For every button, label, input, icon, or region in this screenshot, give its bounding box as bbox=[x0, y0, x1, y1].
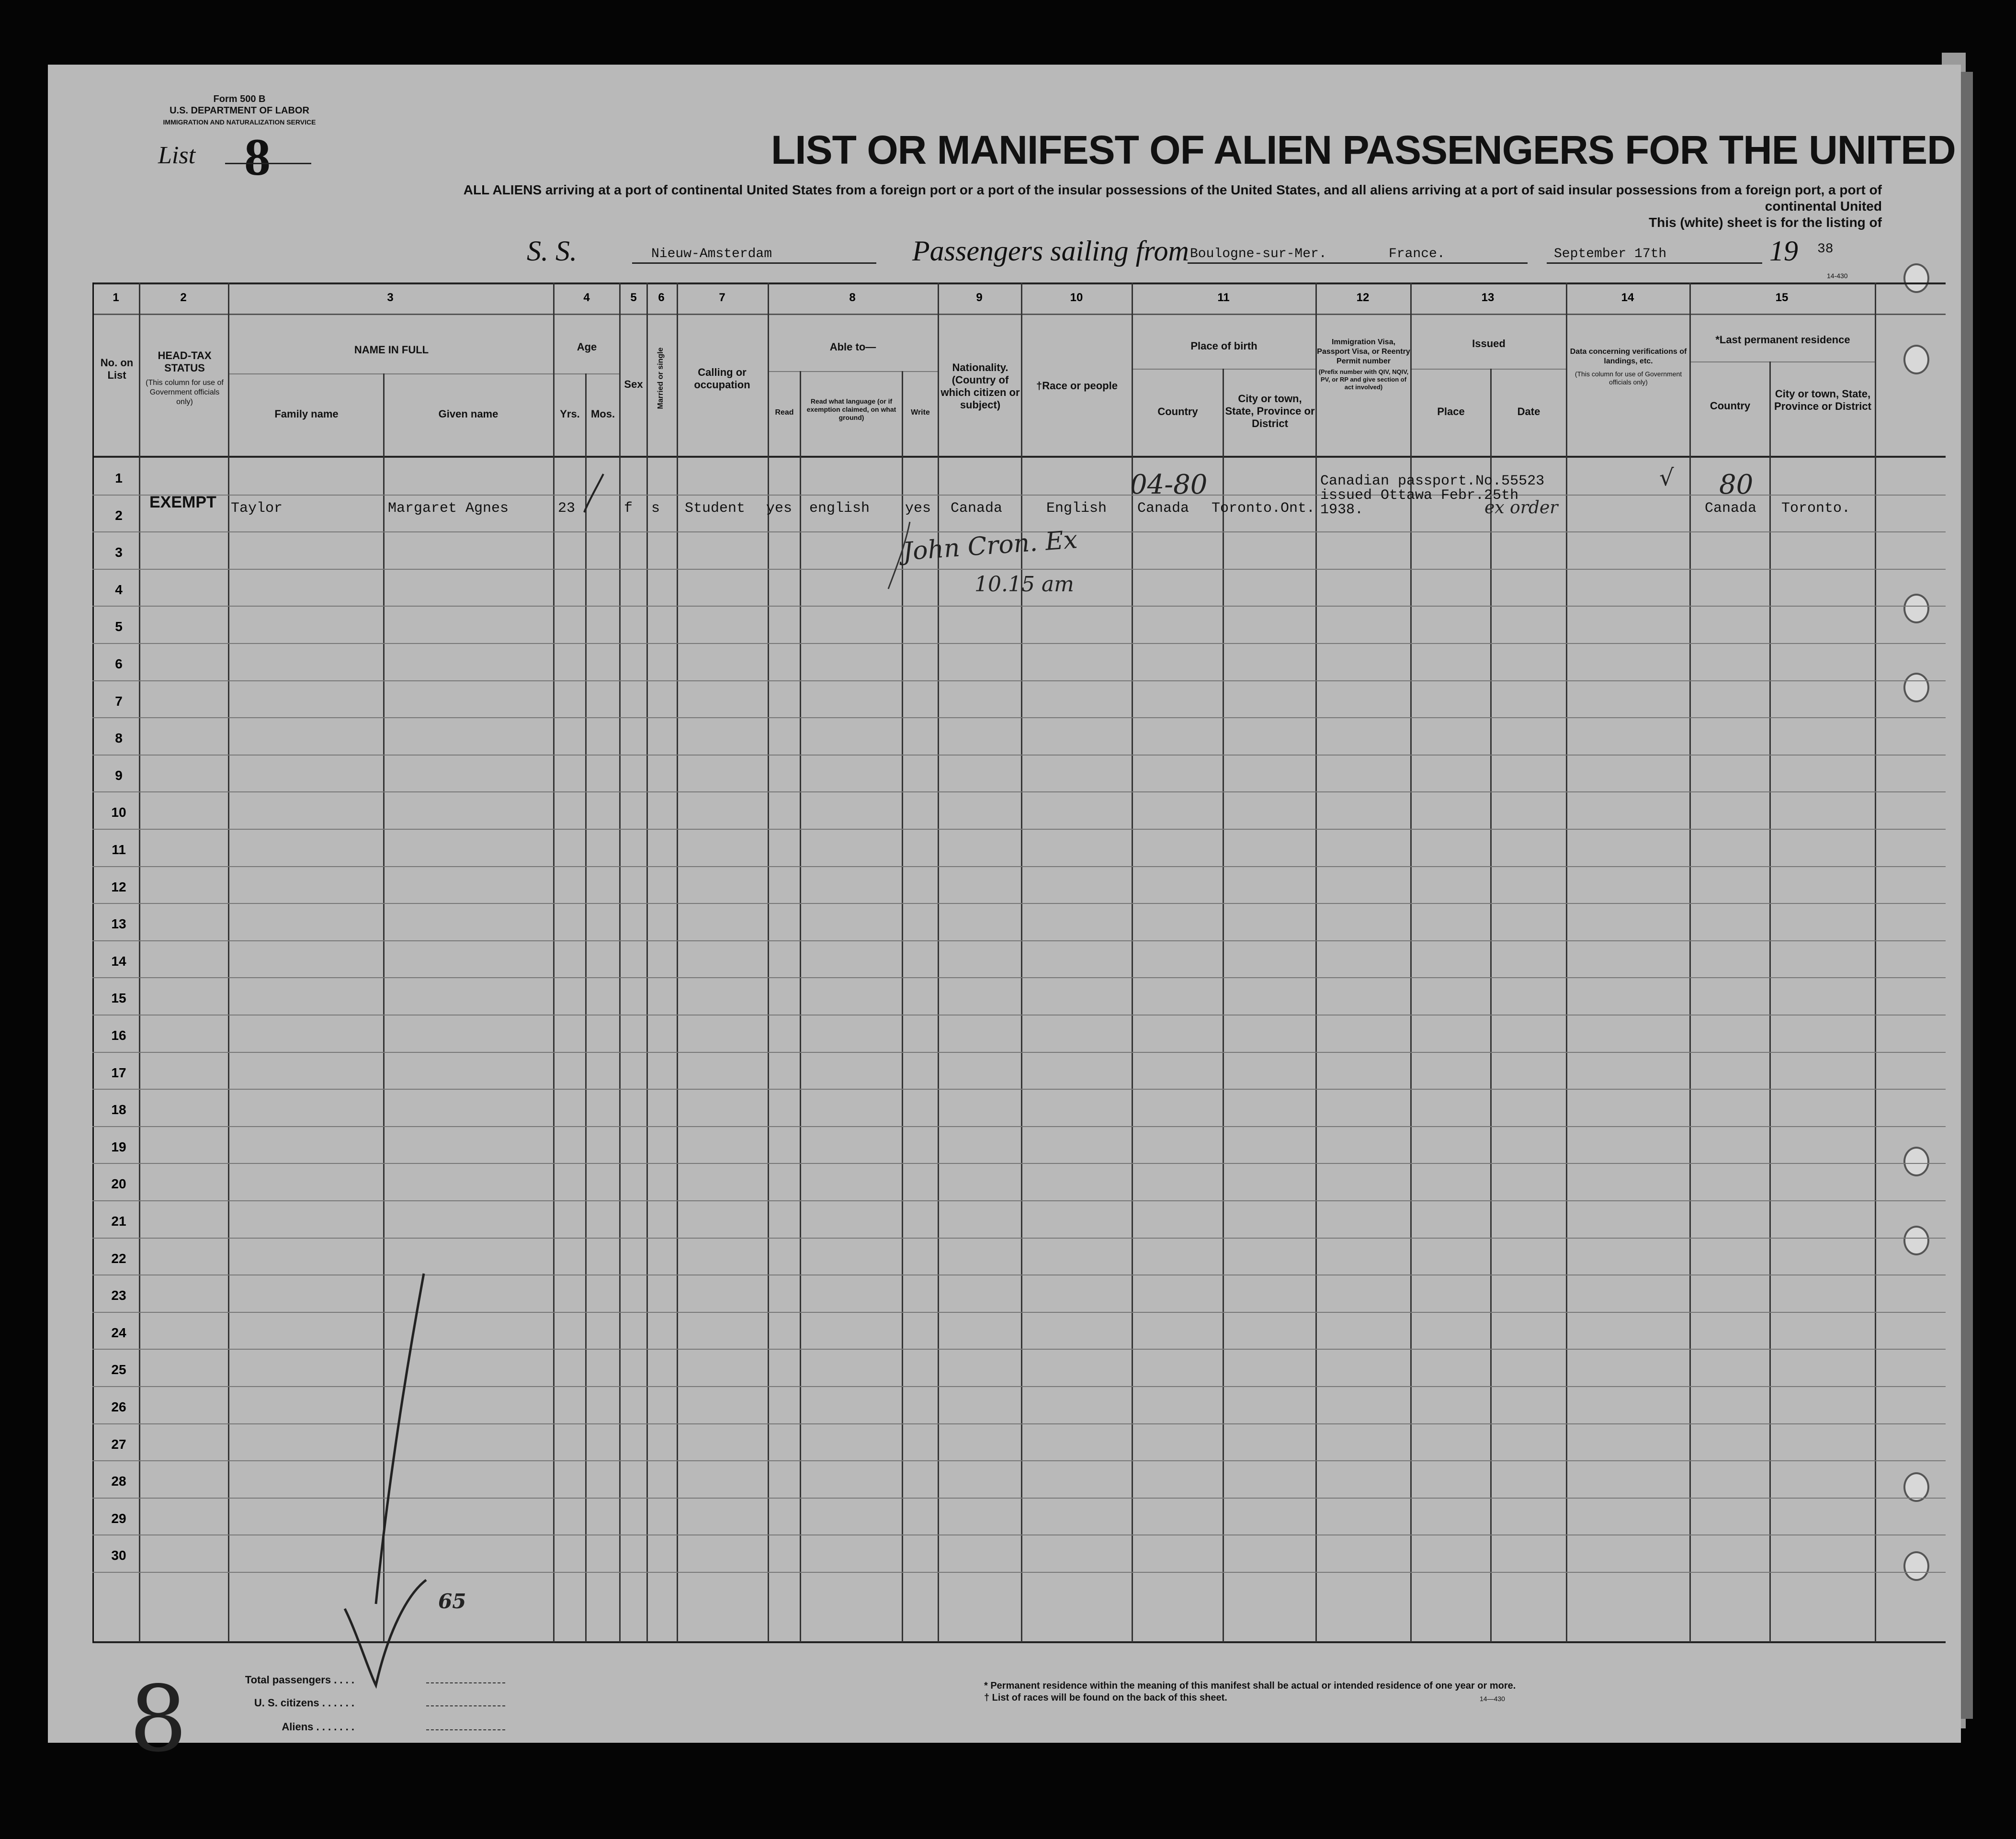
sheet-form-code: 14-430 bbox=[1827, 272, 1848, 280]
row-number: 17 bbox=[111, 1065, 126, 1080]
passport-line-3: 1938. bbox=[1320, 502, 1364, 518]
nationality: Canada bbox=[951, 500, 1003, 517]
row-number: 23 bbox=[111, 1288, 126, 1303]
row-number: 2 bbox=[115, 508, 123, 523]
column-number: 8 bbox=[849, 291, 856, 304]
ship-underline bbox=[632, 262, 876, 264]
ship-name: Nieuw-Amsterdam bbox=[651, 247, 772, 261]
col-rule bbox=[800, 371, 801, 1642]
header-visa-note: (Prefix number with QIV, NQIV, PV, or RP and give section of act involved) bbox=[1318, 368, 1409, 391]
header-read-language: Read what language (or if exemption claimed, on what ground) bbox=[806, 397, 896, 421]
list-number: 8 bbox=[244, 128, 271, 186]
binder-hole bbox=[1903, 263, 1929, 293]
header-age: Age bbox=[577, 341, 597, 353]
header-issued-place: Place bbox=[1437, 406, 1465, 417]
header-name-in-full: NAME IN FULL bbox=[354, 344, 429, 356]
col-rule bbox=[139, 282, 140, 1642]
header-residence-country: Country bbox=[1710, 400, 1751, 412]
age-sub-rule bbox=[553, 373, 620, 374]
family-name: Taylor bbox=[231, 500, 283, 517]
row-rule bbox=[92, 569, 1946, 570]
intro-line-2: This (white) sheet is for the listing of bbox=[1649, 215, 1882, 230]
handwritten-ex-order: ex order bbox=[1484, 498, 1558, 518]
occupation: Student bbox=[685, 500, 746, 517]
total-passengers-line bbox=[426, 1682, 505, 1683]
binder-hole bbox=[1903, 345, 1929, 374]
head-tax-status: EXEMPT bbox=[149, 493, 216, 511]
header-age-mos: Mos. bbox=[590, 408, 615, 420]
row-number: 5 bbox=[115, 619, 123, 634]
binder-hole bbox=[1903, 673, 1929, 702]
row-number: 25 bbox=[111, 1362, 126, 1377]
col-rule bbox=[1566, 282, 1567, 1642]
col-rule bbox=[1021, 282, 1022, 1642]
row-number: 7 bbox=[115, 694, 123, 709]
column-number: 1 bbox=[113, 291, 119, 304]
header-issued: Issued bbox=[1472, 338, 1506, 350]
row-number: 10 bbox=[111, 805, 126, 820]
header-read: Read bbox=[775, 408, 794, 417]
row-number: 22 bbox=[111, 1251, 126, 1266]
residence-sub-rule bbox=[1690, 361, 1875, 362]
col-rule bbox=[1315, 282, 1317, 1642]
row-number: 4 bbox=[115, 582, 123, 597]
us-citizens-label: U. S. citizens . . . . . . bbox=[254, 1697, 354, 1709]
row-rule bbox=[92, 680, 1946, 681]
col-rule bbox=[619, 282, 621, 1642]
column-number: 11 bbox=[1217, 291, 1230, 304]
handwritten-signature: John Cron. Ex bbox=[902, 525, 1079, 566]
header-visa-label: Immigration Visa, Passport Visa, or Reentry Permit number bbox=[1317, 338, 1410, 365]
marital-status: s bbox=[651, 500, 660, 517]
header-residence-city: City or town, State, Province or District bbox=[1774, 388, 1871, 412]
header-landings bbox=[1567, 347, 1689, 386]
row-rule bbox=[92, 1238, 1946, 1239]
handwritten-residence-code: 80 bbox=[1719, 469, 1754, 500]
col-rule bbox=[553, 282, 555, 1642]
row-rule bbox=[92, 866, 1946, 867]
col-rule bbox=[768, 282, 769, 1642]
header-head-tax-note: (This column for use of Government officials only) bbox=[146, 379, 224, 406]
column-number: 3 bbox=[387, 291, 394, 304]
col-rule bbox=[1875, 282, 1876, 1642]
col-rule bbox=[677, 282, 678, 1642]
header-head-tax-label: HEAD-TAX STATUS bbox=[158, 350, 212, 374]
header-bottom-rule bbox=[92, 456, 1946, 458]
year-suffix: 38 bbox=[1817, 242, 1834, 257]
departure-port: Boulogne-sur-Mer. bbox=[1190, 247, 1327, 261]
can-read: yes bbox=[766, 500, 793, 517]
col-rule bbox=[1223, 369, 1224, 1642]
form-identifier bbox=[144, 93, 335, 128]
column-number: 4 bbox=[583, 291, 590, 304]
header-issued-date: Date bbox=[1517, 406, 1540, 417]
row-rule bbox=[92, 717, 1946, 718]
sailing-label: Passengers sailing from bbox=[912, 235, 1189, 267]
col-rule bbox=[1689, 282, 1691, 1642]
row-rule bbox=[92, 755, 1946, 756]
given-name: Margaret Agnes bbox=[388, 500, 509, 517]
total-passengers-label: Total passengers . . . . bbox=[245, 1674, 354, 1686]
can-write: yes bbox=[905, 500, 931, 517]
header-sex: Sex bbox=[624, 378, 643, 390]
handwritten-margin-number: 8 bbox=[129, 1666, 187, 1772]
row-number: 12 bbox=[111, 880, 126, 894]
us-citizens-text: U. S. citizens bbox=[254, 1697, 319, 1709]
row-number: 19 bbox=[111, 1140, 126, 1154]
row-number: 8 bbox=[115, 731, 123, 745]
header-birth-city: City or town, State, Province or District bbox=[1225, 393, 1315, 429]
total-passengers-text: Total passengers bbox=[245, 1674, 331, 1686]
birth-city: Toronto.Ont. bbox=[1212, 500, 1315, 517]
column-number: 6 bbox=[658, 291, 665, 304]
header-able-to: Able to— bbox=[829, 341, 876, 353]
row-number: 29 bbox=[111, 1511, 126, 1526]
row-rule bbox=[92, 1052, 1946, 1053]
row-rule bbox=[92, 829, 1946, 830]
row-rule bbox=[92, 643, 1946, 644]
header-last-residence: *Last permanent residence bbox=[1715, 334, 1850, 346]
table-top-rule bbox=[92, 282, 1946, 284]
residence-city: Toronto. bbox=[1781, 500, 1851, 517]
column-number: 13 bbox=[1481, 291, 1495, 304]
row-number: 24 bbox=[111, 1325, 126, 1340]
birth-country: Canada bbox=[1137, 500, 1189, 517]
read-language: english bbox=[809, 500, 870, 517]
list-underline bbox=[225, 163, 311, 164]
row-rule bbox=[92, 940, 1946, 941]
row-number: 13 bbox=[111, 916, 126, 931]
row-number: 30 bbox=[111, 1548, 126, 1563]
header-family-name: Family name bbox=[274, 408, 339, 420]
header-no-on-list: No. on List bbox=[100, 357, 134, 381]
handwritten-count: 65 bbox=[438, 1590, 466, 1613]
header-landings-label: Data concerning verifications of landings, etc. bbox=[1570, 348, 1687, 365]
port-underline bbox=[1188, 262, 1528, 264]
row-number: 21 bbox=[111, 1214, 126, 1229]
row-number: 28 bbox=[111, 1474, 126, 1489]
row-rule bbox=[92, 1126, 1946, 1127]
header-birth-country: Country bbox=[1157, 406, 1198, 417]
column-number: 10 bbox=[1070, 291, 1083, 304]
header-head-tax bbox=[143, 350, 227, 407]
intro-line-1: ALL ALIENS arriving at a port of continental United States from a foreign port or a port of the insular possessions of the United States, and all aliens arriving at a port of said insular possessions from a foreign port, a port of continental United bbox=[463, 182, 1882, 214]
col-rule bbox=[1769, 361, 1771, 1642]
header-write: Write bbox=[911, 408, 930, 417]
header-married: Married or single bbox=[657, 347, 665, 409]
row-rule bbox=[92, 606, 1946, 607]
page-edge-shadow bbox=[1961, 72, 1973, 1719]
column-number: 12 bbox=[1356, 291, 1370, 304]
col-rule bbox=[646, 282, 648, 1642]
column-number: 14 bbox=[1621, 291, 1634, 304]
row-rule bbox=[92, 495, 1946, 496]
service-name: IMMIGRATION AND NATURALIZATION SERVICE bbox=[163, 118, 316, 126]
row-number: 20 bbox=[111, 1176, 126, 1191]
list-label: List bbox=[158, 142, 196, 169]
footer-form-code: 14—430 bbox=[1480, 1695, 1505, 1703]
column-number: 7 bbox=[719, 291, 725, 304]
column-number: 2 bbox=[180, 291, 187, 304]
row-rule bbox=[92, 903, 1946, 904]
binder-hole bbox=[1903, 594, 1929, 623]
col-rule bbox=[585, 373, 587, 1642]
year-prefix: 19 bbox=[1769, 235, 1798, 267]
verification-check-mark: √ bbox=[1659, 464, 1674, 491]
binder-hole bbox=[1903, 1226, 1929, 1255]
race: English bbox=[1046, 500, 1107, 517]
row-rule bbox=[92, 977, 1946, 978]
hand-drawn-tally-mark bbox=[335, 1269, 479, 1700]
col-rule bbox=[92, 282, 94, 1642]
colnum-rule bbox=[92, 314, 1946, 315]
issued-sub-rule bbox=[1410, 369, 1566, 370]
col-rule bbox=[938, 282, 939, 1642]
row-number: 14 bbox=[111, 954, 126, 969]
column-number: 9 bbox=[976, 291, 983, 304]
sex: f bbox=[624, 500, 633, 517]
row-number: 27 bbox=[111, 1437, 126, 1452]
departure-date: September 17th bbox=[1554, 247, 1667, 261]
row-number: 3 bbox=[115, 545, 123, 560]
aliens-text: Aliens bbox=[282, 1721, 314, 1733]
header-place-of-birth: Place of birth bbox=[1190, 340, 1257, 352]
residence-country: Canada bbox=[1705, 500, 1757, 517]
header-age-yrs: Yrs. bbox=[560, 408, 580, 420]
col-rule bbox=[228, 282, 229, 1642]
us-citizens-line bbox=[426, 1705, 505, 1706]
row-rule bbox=[92, 791, 1946, 792]
passport-line-1: Canadian passport.No.55523 bbox=[1320, 473, 1545, 489]
column-number: 15 bbox=[1775, 291, 1789, 304]
row-rule bbox=[92, 1163, 1946, 1164]
footnote-races: † List of races will be found on the back of this sheet. bbox=[984, 1692, 1227, 1703]
col-rule bbox=[1490, 369, 1492, 1642]
row-number: 11 bbox=[112, 842, 126, 857]
department-name: U.S. DEPARTMENT OF LABOR bbox=[170, 105, 309, 116]
ss-label: S. S. bbox=[527, 235, 577, 267]
row-number: 6 bbox=[115, 656, 123, 671]
row-number: 26 bbox=[111, 1399, 126, 1414]
form-number: Form 500 B bbox=[213, 94, 266, 104]
binder-hole bbox=[1903, 1551, 1929, 1581]
header-visa bbox=[1317, 338, 1410, 391]
date-underline bbox=[1547, 262, 1762, 264]
footnote-residence: * Permanent residence within the meaning of this manifest shall be actual or intended residence of one year or more. bbox=[984, 1681, 1516, 1691]
age-tick-mark bbox=[579, 472, 608, 515]
departure-country: France. bbox=[1389, 247, 1445, 261]
manifest-title: LIST OR MANIFEST OF ALIEN PASSENGERS FOR THE UNITED bbox=[771, 127, 1956, 172]
row-number: 18 bbox=[111, 1102, 126, 1117]
row-number: 16 bbox=[111, 1028, 126, 1043]
header-landings-note: (This column for use of Government officials only) bbox=[1574, 370, 1682, 386]
handwritten-birth-code: 04-80 bbox=[1130, 469, 1208, 500]
aliens-line bbox=[426, 1729, 505, 1730]
handwritten-time: 10.15 am bbox=[974, 572, 1074, 597]
intro-text bbox=[421, 182, 1882, 231]
name-sub-rule bbox=[229, 373, 559, 374]
header-nationality: Nationality. (Country of which citizen or subject) bbox=[940, 361, 1020, 411]
age-years: 23 bbox=[558, 500, 576, 517]
able-sub-rule bbox=[769, 371, 939, 372]
row-number: 15 bbox=[111, 991, 126, 1005]
header-race: †Race or people bbox=[1036, 380, 1118, 392]
passport-line-2: issued Ottawa Febr.25th bbox=[1320, 487, 1519, 504]
row-number: 9 bbox=[115, 768, 123, 783]
row-number: 1 bbox=[115, 471, 123, 485]
binder-hole bbox=[1903, 1147, 1929, 1176]
header-calling: Calling or occupation bbox=[694, 366, 750, 391]
row-rule bbox=[92, 1089, 1946, 1090]
signature-stroke bbox=[881, 517, 929, 594]
aliens-label: Aliens . . . . . . . bbox=[282, 1721, 354, 1733]
row-rule bbox=[92, 1200, 1946, 1201]
header-given-name: Given name bbox=[438, 408, 498, 420]
column-number: 5 bbox=[630, 291, 637, 304]
